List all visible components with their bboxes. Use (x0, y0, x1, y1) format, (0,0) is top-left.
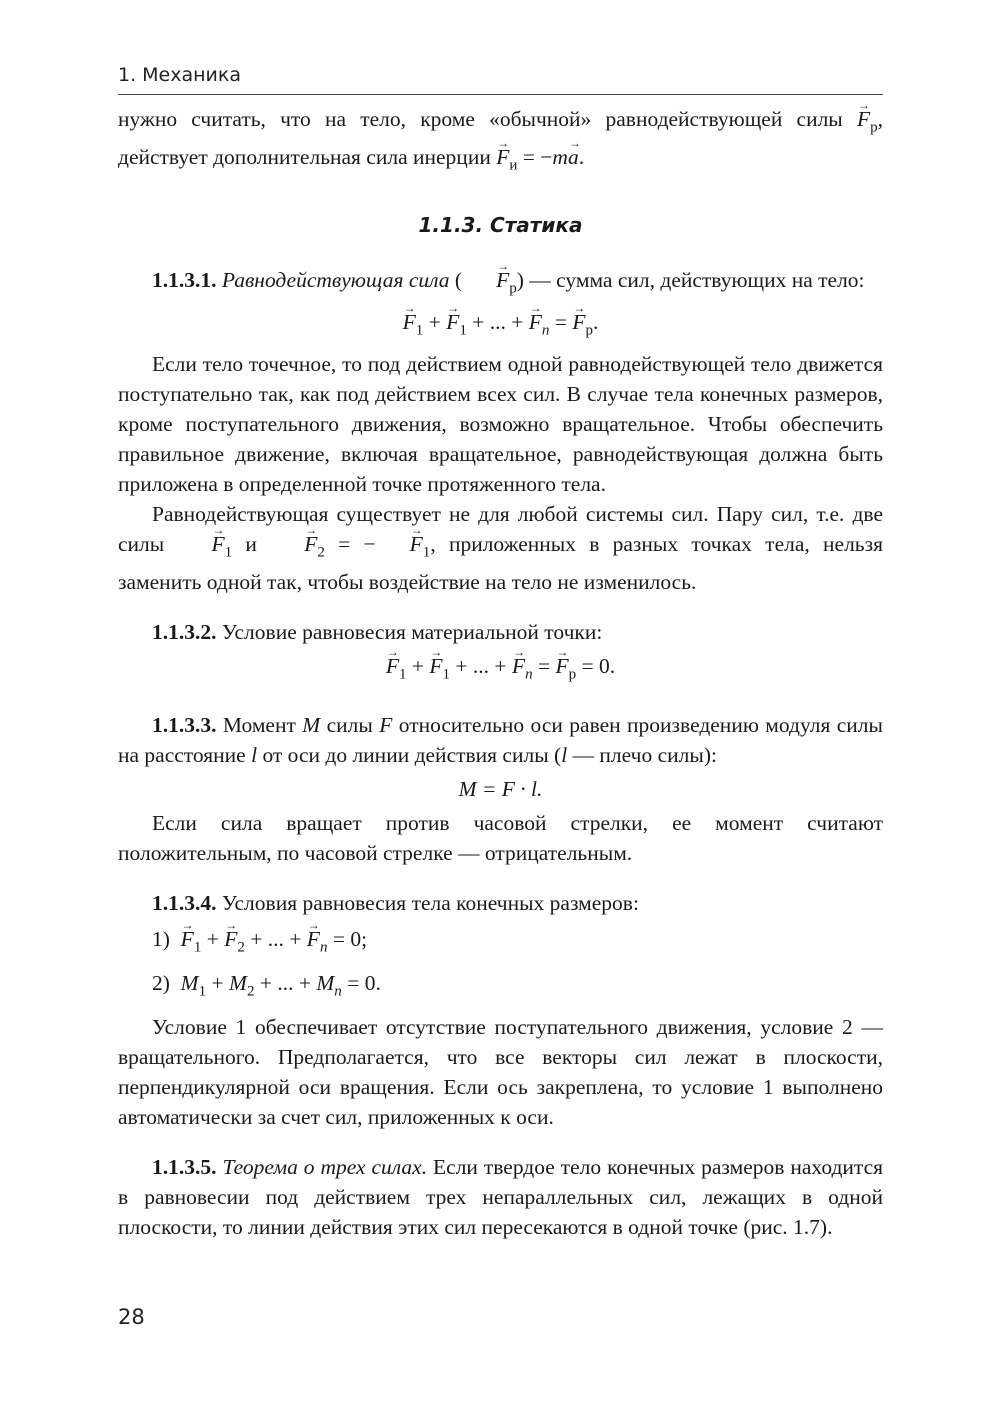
moment-formula: M = F · l. (458, 776, 543, 801)
running-title: 1. Механика (118, 64, 242, 86)
item-1-1-3-3: 1.1.3.3. Момент M силы F относительно оси равен произведению модуля силы на расстояние l от оси до линии действия силы (l — плечо силы): (118, 712, 883, 767)
resultant-formula: → $F_1$ + → $F_1$ + ... + → $F_n$ = → $F_р$. (118, 307, 883, 345)
vector-F: → F (496, 142, 509, 172)
paragraph: Если тело точечное, то под действием одной равнодействующей тело движется поступательно так, как под действием всех сил. В случае тела конечных размеров, кроме поступательного движения, возможно вращательное. Чтобы обеспечить правильное движение, включая вращательное, равнодействующая должна быть приложена в определенной точке протяженного тела. (118, 352, 883, 497)
item-number: 1.1.3.3. (152, 712, 217, 737)
item-number: 1.1.3.5. (152, 1155, 217, 1180)
page-body (118, 104, 883, 1242)
item-number: 1.1.3.1. (152, 267, 217, 292)
header-rule (118, 94, 883, 95)
vector-a: → a (568, 142, 579, 172)
item-1-1-3-2: 1.1.3.2. Условие равновесия материальной точки: (152, 620, 603, 645)
item-1-1-3-4: 1.1.3.4. Условия равновесия тела конечных размеров: (152, 890, 639, 915)
equilibrium-point-formula: → $F_1$ + → $F_1$ + ... + → $F_n$ = → $F_р = 0$. (118, 651, 883, 689)
item-number: 1.1.3.4. (152, 890, 217, 915)
item-number: 1.1.3.2. (152, 620, 217, 645)
item-1-1-3-1: 1.1.3.1. Равнодействующая сила (→ $F_р$) — сумма сил, действующих на тело: (118, 265, 883, 303)
vector-F: → F (857, 104, 870, 134)
term: Равнодействующая сила (221, 267, 450, 292)
term: Теорема о трех силах. (222, 1155, 428, 1180)
section-title: 1.1.3. Статика (418, 212, 583, 237)
paragraph: Равнодействующая существует не для любой системы сил. Пару сил, т.е. две силы → $F_1$ $и \to F_2$ = −→ $F_1$, приложенных в разных точках тела, нельзя заменить одной так, чтобы воздействие на тело не изменилось. (118, 499, 883, 597)
item-1-1-3-5: 1.1.3.5. Теорема о трех силах. Если твердое тело конечных размеров находится в равновесии под действием трех непараллельных сил, лежащих в одной плоскости, то линии действия этих сил пересекаются в одной точке (рис. 1.7). (118, 1155, 884, 1240)
condition-2: 2) $M_1 + M_2$ + ... + $M_n = 0$. (152, 971, 381, 1000)
paragraph: Если сила вращает против часовой стрелки, ее момент считают положительным, по часовой стрелке — отрицательным. (118, 810, 883, 865)
condition-1: $1) \to F_1$ + → $F_2$ + ... + → $F_n = 0$; (118, 924, 883, 962)
intro-paragraph: нужно считать, что на тело, кроме «обычной» равнодействующей силы → $F_р$, действует дополнительная сила инерции → $F_и = -m\to a$. (118, 104, 883, 181)
intro-line1: нужно считать, что на тело, кроме «обычной» равнодействующей силы (118, 107, 843, 131)
paragraph: Условие 1 обеспечивает отсутствие поступательного движения, условие 2 — вращательного. Предполагается, что все векторы сил лежат в плоскости, перпендикулярной оси вращения. Если ось закреплена, то условие 1 выполнено автоматически за счет сил, приложенных к оси. (118, 1015, 883, 1130)
page-number: 28 (118, 1305, 145, 1329)
